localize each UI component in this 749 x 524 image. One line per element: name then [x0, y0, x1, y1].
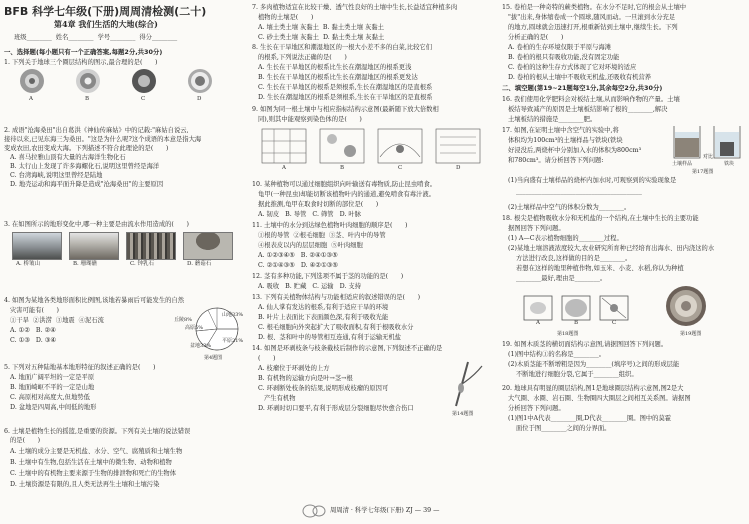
q6-option-d: D. 土壤资源是有限的,且人类无法再生土壤和土壤污染 — [10, 481, 160, 488]
q8-option-b: B. 生长在干旱地区的根系比生长在潮湿地区的根系更发达 — [258, 74, 418, 81]
q18-part-2-line-3: 若想在这样的地里种植作物,如玉米、小麦、水稻,你认为种植 — [516, 265, 684, 272]
q1-option-b-diagram — [76, 69, 100, 93]
q11-items-2: ④根表皮以内的层层细胞 ⑤叶肉细胞 — [258, 242, 363, 249]
q17-label-compare: 对比 — [703, 154, 714, 160]
question-20-line-3: 分析回答下列问题。 — [508, 405, 565, 412]
q18-figure-caption: 第18题图 — [557, 331, 579, 337]
question-10: 10. 某种植物可以通过细胞组织向叶输送有毒物质,防止昆虫啃食。 — [252, 181, 437, 188]
question-2-line-3: 变成农田,农田变成大海。下列描述不符合此理论的是( ) — [4, 145, 169, 152]
q4-pie-label-mountains: 山地33% — [222, 312, 244, 318]
q6-option-a: A. 土壤的成分主要是无机盐、水分、空气、腐殖质和土壤生物 — [10, 448, 183, 455]
question-11: 11. 土壤中的水分到达绿色植物叶肉细胞的顺序是( ) — [252, 222, 408, 229]
question-19: 19. 如图木质茎的横切面结构示意图,请据图回答下列问题。 — [502, 341, 668, 348]
q1-label-c: C — [141, 96, 146, 102]
q18-label-a: A — [536, 320, 540, 326]
q18-part-2: (2)某地土壤溶液浓度较大,农业研究所育种已经培育出海水、田内浇这的水 — [508, 245, 715, 252]
question-2-line-2: 接待以来,已见东海三为桑田。"这是为什么呢?这个成语的本意是指大海 — [4, 136, 202, 143]
q14-option-c: C. 环剥断处枝条的结果,说明形成枝瘤的原因可 — [258, 385, 389, 392]
question-17: 17. 如图,在证明土壤中含空气的实验中,将 — [502, 127, 619, 134]
q17-label-iron: 铁块 — [724, 161, 735, 167]
q11-options-cd: C. ②①④③⑤ D. ④②①③⑤ — [258, 262, 338, 269]
q11-options-ab: A. ①②③④⑤ B. ②④①③⑤ — [258, 252, 338, 259]
question-4-line-1: 4. 如图为某地各类地形面积比例图,该地若暴雨后可能发生的自然 — [4, 297, 185, 304]
q5-option-b: B. 地面崎岖不平的一定是山地 — [10, 384, 95, 391]
q4-pie-label-basin: 盆地33% — [190, 343, 212, 349]
q19-stem-cross-section — [660, 284, 714, 330]
q19-part-2: (2)木质茎能不断增粗是因为________(填序号)之间的形成层能 — [508, 361, 680, 368]
q4-figure-caption: 第4题图 — [204, 355, 223, 361]
q1-figure — [18, 67, 238, 103]
q2-option-c: C. 台湾海峡,说明这里曾经是陆地 — [10, 172, 103, 179]
question-18: 18. 根尖是植物吸收水分和无机盐的一个结构,在土壤中生长的主要功能 — [502, 215, 699, 222]
q13-option-d: D. 根、茎和叶中的导管相互连通,有利于运输无机盐 — [258, 334, 402, 341]
q14-option-d: D. 环剥时切口要平,有利于形成层分裂细胞尽快愈合伤口 — [258, 405, 414, 412]
question-5: 5. 下列对五种陆地基本地形特征的叙述正确的是( ) — [4, 364, 156, 371]
q19-part-2-line-2: 不断地进行细胞分裂,它属于________组织。 — [516, 371, 638, 378]
q13-option-b: B. 叶片上表面比下表面颜色深,有利于吸收光能 — [258, 314, 389, 321]
q18-part-2-line-4: ________最好,理由是________。 — [516, 275, 607, 282]
section-choice-heading: 一、选择题(每小题只有一个正确答案,每题2分,共30分) — [4, 48, 163, 56]
q11-items-1: ①根的导管 ②根毛细胞 ③茎、叶内中的导管 — [258, 232, 386, 239]
q1-option-c-diagram — [132, 69, 156, 93]
q18-cell-c — [600, 296, 628, 320]
student-info-fields: 班级________ 姓名________ 学号________ 得分________ — [14, 34, 178, 41]
question-16-line-2: 板结导致减产的原因是土壤板结影响了根的________,解决 — [508, 106, 668, 113]
q9-label-d: D — [456, 165, 461, 171]
q9-diagram-b — [320, 129, 364, 163]
q20-part-1: (1)图1中A代表________圈,D代表________圈。图中的莫霍 — [508, 415, 672, 422]
q9-diagram-a — [262, 129, 306, 163]
q14-figure-caption: 第14题图 — [452, 411, 474, 417]
q18-label-c: C — [612, 320, 617, 326]
q12-options: A. 吸收 B. 贮藏 C. 运输 D. 支持 — [258, 283, 361, 290]
question-17-line-4: 和780cm³。请分析回答下列问题: — [508, 157, 604, 164]
q8-option-c: C. 生长在干旱地区的根系是须根系,生长在潮湿地区的是直根系 — [258, 84, 433, 91]
q15-option-b: B. 卷柏的根只有吸收功能,没有固定功能 — [508, 54, 620, 61]
q10-options: A. 韧皮 B. 导管 C. 筛管 D. 叶脉 — [258, 211, 361, 218]
q14-option-b: B. 有机物的运输方向是叶→茎→根 — [258, 375, 353, 382]
q17-part-1: (1)当向盛有土壤样品的烧杯内加水时,可观察到的实验现象是 — [508, 177, 677, 184]
q20-part-1-line-2: 面位于图________之间的分界面。 — [516, 425, 611, 432]
q4-pie-label-plateau: 高原5% — [185, 325, 203, 331]
q5-option-d: D. 盆地是四周高,中间低的地形 — [10, 404, 97, 411]
q13-option-a: A. 仙人掌有发达的根系,有利于适应干旱的环境 — [258, 304, 389, 311]
q3-photo-a — [12, 232, 62, 260]
q9-diagram-c — [378, 129, 422, 163]
q4-pie-label-plain: 平原21% — [222, 338, 244, 344]
q4-pie-label-hills: 丘陵8% — [174, 317, 192, 323]
q4-options-ab: A. ①② B. ②④ — [10, 327, 56, 334]
q2-option-a: A. 喜马拉雅山顶有大量的古海洋生物化石 — [10, 154, 126, 161]
q1-label-d: D — [197, 96, 202, 102]
q14-branch-figure — [448, 360, 488, 408]
q18-part-1: (1) A—C表示植物细胞的________过程。 — [508, 235, 623, 242]
q17-part-1-blank: ________________________________________ — [516, 188, 642, 195]
question-1: 1. 下列关于地球三个圈层结构的图示,最合理的是( ) — [4, 59, 158, 66]
question-12: 12. 茎有多种功能,下列选项不属于茎的功能的是( ) — [252, 273, 404, 280]
q9-label-c: C — [398, 165, 403, 171]
q9-diagram-d — [436, 129, 480, 163]
q4-options-cd: C. ①③ D. ③④ — [10, 337, 57, 344]
q1-option-a-diagram — [20, 69, 44, 93]
question-8-line-2: 的根系,下列说法正确的是( ) — [258, 54, 347, 61]
footer-logo-icon — [302, 503, 326, 519]
q18-label-b: B — [574, 320, 579, 326]
question-17-line-2: 体积均为100cm³的土壤样品与铁块(铁块 — [508, 137, 623, 144]
q3-label-a: A. 桥皱山 — [16, 261, 40, 267]
q2-option-d: D. 地壳运动和海平面升降是造成"沧海桑田"的主要原因 — [10, 181, 164, 188]
q4-choices: ①干旱 ②洪涝 ③地震 ④泥石流 — [10, 317, 104, 324]
q8-option-d: D. 生长在潮湿地区的根系是须根系,生长在干旱地区的是直根系 — [258, 94, 433, 101]
question-16-line-3: 土壤板结的措施是________肥。 — [508, 116, 597, 123]
q15-option-d: D. 卷柏的根从土壤中不吸收无机盐,还吸收有机营养 — [508, 74, 652, 81]
question-13: 13. 下列有关植物体结构与功能相适应的叙述错误的是( ) — [252, 294, 421, 301]
q14-option-c-line-2: 产生有机物 — [264, 395, 296, 402]
question-20: 20. 地球具有明显的圈层结构,图1是地球圈层结构示意图,图2是大 — [502, 385, 684, 392]
q3-photo-c — [126, 232, 176, 260]
q2-option-b: B. 太行山上发现了许多海螺化石,说明这里曾经是海洋 — [10, 163, 160, 170]
q3-photo-d — [183, 232, 233, 260]
question-8: 8. 生长在干旱地区和潮湿地区的一根大小差不多的白菜,比较它们 — [252, 44, 433, 51]
question-16: 16. 我们使用化学肥料会对板结土壤,从而影响作物的产量。土壤 — [502, 96, 680, 103]
q18-part-2-line-2: 方法进行改良,这样做的目的是________。 — [516, 255, 632, 262]
question-7-line-2: 植物的土壤是( ) — [258, 14, 314, 21]
q1-option-d-diagram — [188, 69, 212, 93]
q13-option-c: C. 根毛细胞向外突起扩大了吸收面积,有利于根吸收水分 — [258, 324, 414, 331]
q6-option-b: B. 土壤中有生物,包括生活在土壤中的微生物、动物和植物 — [10, 459, 172, 466]
q3-label-b: B. 珊瑚礁 — [73, 261, 98, 267]
question-4-line-2: 灾害可能有( ) — [10, 307, 59, 314]
q6-option-c: C. 土壤中的有机物主要来源于生物的排泄物和死亡的生物体 — [10, 470, 177, 477]
page-title: BFB 科学七年级(下册)周周清检测(二十) — [4, 5, 207, 18]
question-10-line-2: 龟甲(一种昆虫)却能切断该植物叶内的通道,避免啃食有毒汁液。 — [258, 191, 435, 198]
q17-part-2: (2)土壤样品中空气的体积分数为________。 — [508, 204, 631, 211]
question-14-line-2: ( ) — [258, 355, 276, 362]
question-6-line-1: 6. 土壤是植物生长的摇篮,是重要的资源。下列有关土壤的说法错误 — [4, 428, 191, 435]
question-9: 9. 如图为同一根土壤中与相应指标结构示意图(最新随下放大倍数相 — [252, 106, 439, 113]
q3-label-d: D. 蘑菇石 — [187, 261, 212, 267]
q17-beaker-iron — [714, 126, 740, 158]
section-fill-heading: 二、填空题(第19~21题每空1分,其余每空2分,共30分) — [502, 84, 663, 92]
question-14: 14. 如图是环剥枝条与枝条截枝后制作的示意图,下列叙述不正确的是 — [252, 345, 443, 352]
question-2-line-1: 2. 成语"沧海桑田"出自葛洪《神仙传麻姑》中的记载:"麻姑自说云, — [4, 127, 189, 134]
q5-option-c: C. 高原相对高度大,但地势低 — [10, 394, 90, 401]
question-10-line-3: 据此推测,龟甲在取食时切断的部位是( ) — [258, 201, 379, 208]
q18-cell-b — [562, 296, 590, 320]
question-3: 3. 在如图所示的地形变化中,哪一种主要是由流水作用造成的( ) — [4, 221, 189, 228]
question-6-line-2: 的是( ) — [10, 437, 41, 444]
q17-beaker-soil — [674, 126, 700, 158]
question-17-line-3: 好浸没后,两烧杯中分别加入水的体积为800cm³ — [508, 147, 642, 154]
question-15-line-2: "拔"出来,身体缩卷成一个圆球,随风而动。一旦滚到水分充足 — [508, 14, 676, 21]
question-15-line-4: 分析正确的是( ) — [508, 34, 564, 41]
q7-options-cd: C. 砂土类土壤 灰黏土 D. 黏土类土壤 灰黏土 — [258, 34, 385, 41]
question-20-line-2: 大气圈、水圈、岩石圈、生物圈四大圈层之间相互关系图。请据图 — [508, 395, 691, 402]
q1-label-a: A — [29, 96, 33, 102]
q15-option-c: C. 卷柏的这种生存方式体现了它对环境的适应 — [508, 64, 637, 71]
q3-photo-b — [69, 232, 119, 260]
question-18-line-2: 据图回答下列问题。 — [508, 225, 565, 232]
chapter-title: 第4章 我们生活的大地(综合) — [54, 19, 158, 29]
page-footer: 周周清 · 科学七年级(下册) ZJ — 39 — — [330, 507, 440, 514]
q18-cell-a — [524, 296, 552, 320]
q17-figure-caption: 第17题图 — [692, 169, 714, 175]
q14-option-a: A. 枝瘤位于环剥处的上方 — [258, 365, 330, 372]
question-15-line-3: 的地方,圆球就会迅速打开,根重新钻到土壤中,继续生长。下列 — [508, 24, 678, 31]
question-7: 7. 多肉植物适宜在比较干燥、透气性良好的土壤中生长,长益适宜种植多肉 — [252, 4, 458, 11]
q19-part-1: (1)图中结构①的名称是________。 — [508, 351, 606, 358]
q15-option-a: A. 卷柏的生存环境仅限于平原与海滩 — [508, 44, 612, 51]
question-9-line-2: 同),则其中能观察到染色体的是( ) — [258, 116, 362, 123]
q19-figure-caption: 第19题图 — [680, 331, 702, 337]
question-15: 15. 卷柏是一种奇特的蕨类植物。在水分不足时,它的根会从土壤中 — [502, 4, 687, 11]
q3-label-c: C. 钟乳石 — [130, 261, 155, 267]
q8-option-a: A. 生长在干旱地区的根系比生长在潮湿地区的根系更浅 — [258, 64, 412, 71]
q1-label-b: B — [85, 96, 90, 102]
q17-label-soil: 土壤样品 — [672, 161, 693, 167]
q5-option-a: A. 地面广阔平坦的一定是平原 — [10, 374, 95, 381]
q9-label-b: B — [340, 165, 345, 171]
q9-label-a: A — [282, 165, 286, 171]
q7-options-ab: A. 壤土类土壤 灰黏土 B. 黏土类土壤 灰黏土 — [258, 24, 384, 31]
